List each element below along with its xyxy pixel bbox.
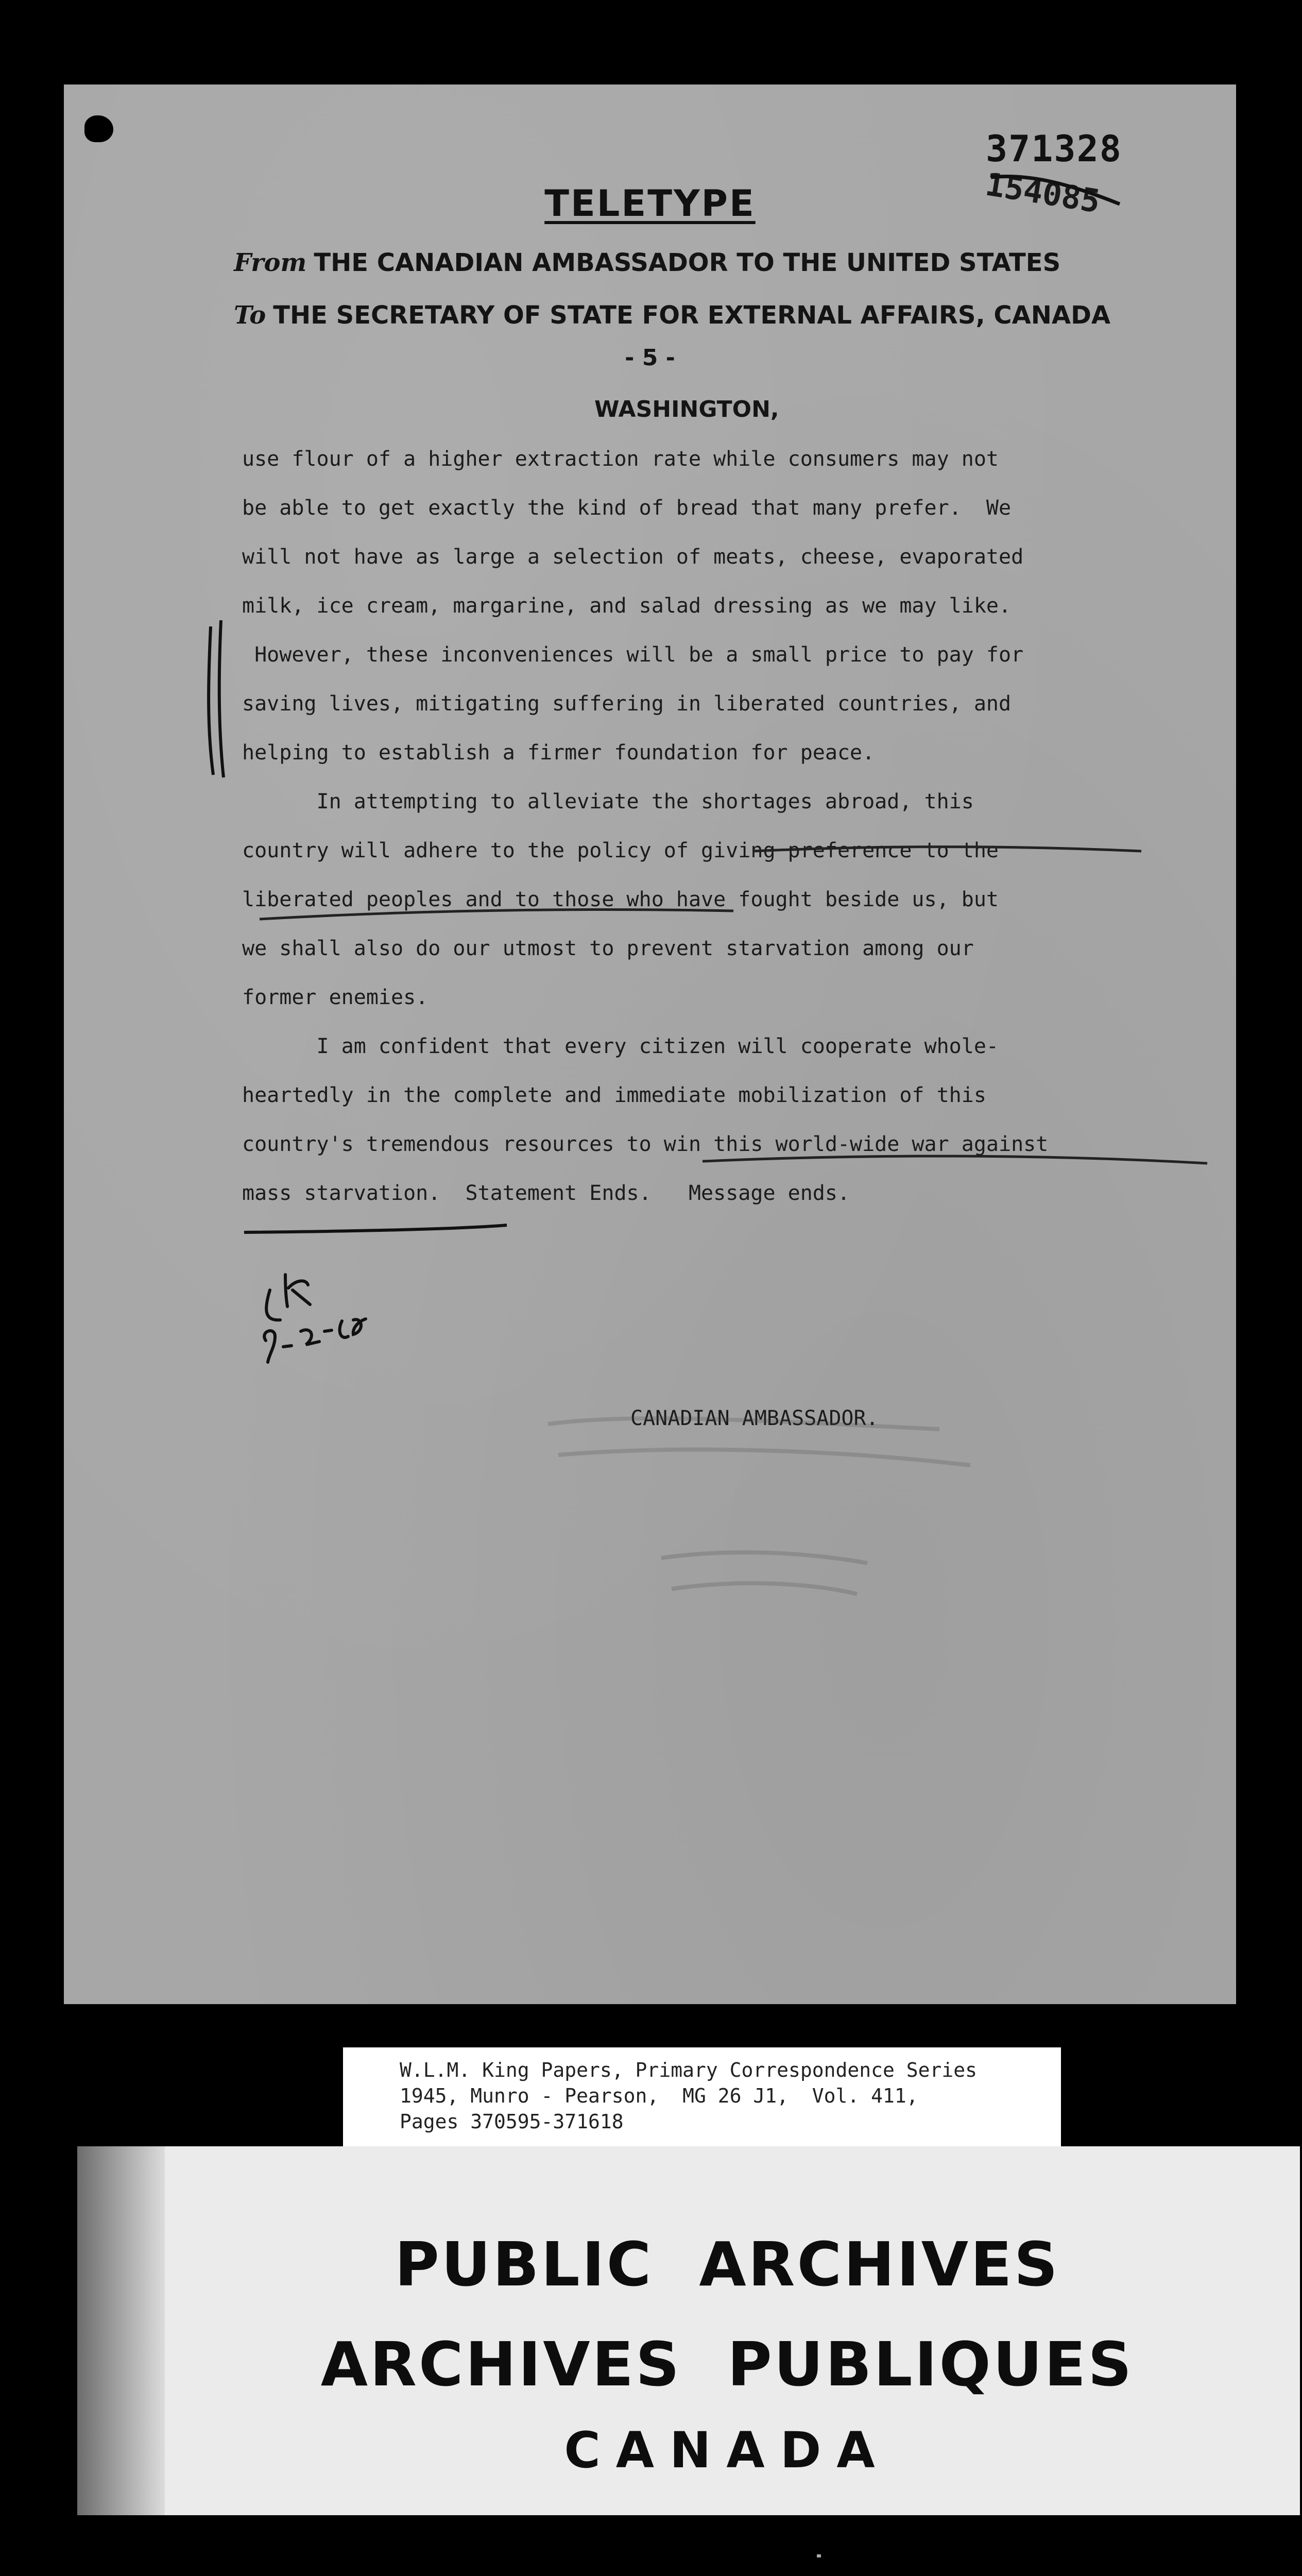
archives-title-french: ARCHIVES PUBLIQUES (320, 2329, 1134, 2400)
body-line: liberated peoples and to those who have fought beside us, but (242, 888, 999, 911)
reference-line: Pages 370595-371618 (400, 2110, 624, 2133)
struck-document-number: 154085 (983, 165, 1103, 221)
to-label: To (234, 301, 266, 330)
bleed-through-stamp (64, 84, 1236, 2004)
teletype-title: TELETYPE (544, 182, 756, 225)
from-label: From (234, 248, 307, 277)
document-page (64, 84, 1236, 2004)
reference-line: W.L.M. King Papers, Primary Correspondence Series (400, 2059, 978, 2081)
body-line: milk, ice cream, margarine, and salad dressing as we may like. (242, 594, 1012, 618)
archives-country: CANADA (564, 2421, 890, 2479)
document-number: 371328 (986, 128, 1122, 170)
to-text: THE SECRETARY OF STATE FOR EXTERNAL AFFAIRS, CANADA (273, 301, 1111, 330)
body-line: However, these inconveniences will be a small price to pay for (242, 643, 1024, 667)
archives-card (77, 2146, 1300, 2515)
signature: CANADIAN AMBASSADOR. (630, 1406, 879, 1430)
body-line: saving lives, mitigating suffering in liberated countries, and (242, 692, 1012, 716)
from-text: THE CANADIAN AMBASSADOR TO THE UNITED STATES (314, 248, 1061, 277)
archives-title-english: PUBLIC ARCHIVES (395, 2229, 1060, 2300)
body-line: will not have as large a selection of meats, cheese, evaporated (242, 545, 1024, 569)
body-line: heartedly in the complete and immediate mobilization of this (242, 1083, 986, 1107)
reference-label (343, 2047, 1061, 2146)
reference-line: 1945, Munro - Pearson, MG 26 J1, Vol. 411, (400, 2084, 918, 2107)
dateline: WASHINGTON, (594, 396, 779, 422)
page-marker: - 5 - (625, 345, 675, 371)
body-line: country will adhere to the policy of giving preference to the (242, 839, 999, 862)
body-line: helping to establish a firmer foundation for peace. (242, 741, 875, 765)
body-line: mass starvation. Statement Ends. Message ends. (242, 1181, 850, 1205)
body-line: be able to get exactly the kind of bread that many prefer. We (242, 496, 1012, 520)
scan-speck (817, 2554, 821, 2557)
body-line: In attempting to alleviate the shortages abroad, this (242, 790, 974, 814)
body-line: we shall also do our utmost to prevent starvation among our (242, 937, 974, 960)
body-line: use flour of a higher extraction rate while consumers may not (242, 447, 999, 471)
body-line: country's tremendous resources to win this world-wide war against (242, 1132, 1049, 1156)
body-line: I am confident that every citizen will cooperate whole- (242, 1035, 999, 1058)
body-line: former enemies. (242, 986, 429, 1009)
card-edge-stain (77, 2146, 165, 2515)
